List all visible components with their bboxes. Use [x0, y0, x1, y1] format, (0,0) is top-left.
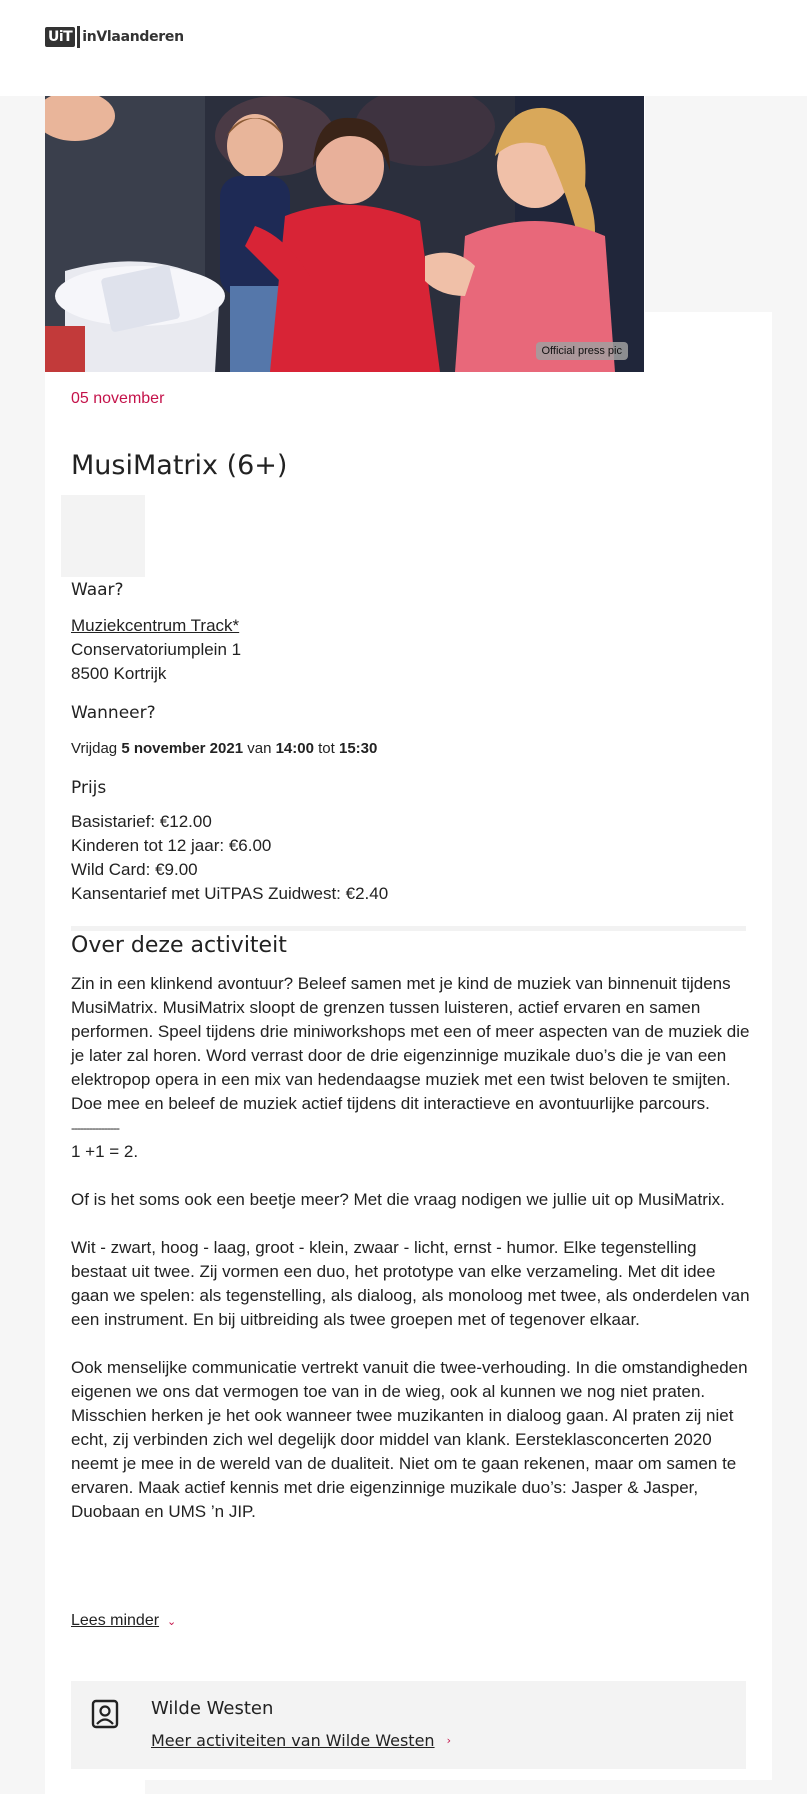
event-date: 05 november [71, 390, 165, 407]
start-time: 14:00 [275, 740, 314, 757]
event-details [71, 390, 746, 903]
event-datetime [71, 740, 377, 757]
price-item: Basistarief: €12.00 [71, 812, 212, 831]
organizer-more-label[interactable]: Meer activiteiten van Wilde Westen [151, 1731, 435, 1750]
section-divider [71, 926, 746, 931]
to-word: tot [318, 740, 335, 757]
organizer-card [71, 1681, 746, 1769]
about-text [71, 972, 751, 1524]
site-header [0, 0, 807, 96]
chevron-right-icon: › [446, 1734, 451, 1747]
from-word: van [247, 740, 272, 757]
about-separator: ---------------- [71, 1121, 119, 1135]
chevron-up-icon: ⌄ [167, 1615, 177, 1628]
end-time: 15:30 [339, 740, 378, 757]
logo-divider [77, 26, 80, 48]
organizer-contact-icon [91, 1699, 119, 1729]
event-day: Vrijdag [71, 740, 118, 757]
prijs-heading: Prijs [71, 778, 107, 798]
venue-city: 8500 Kortrijk [71, 664, 167, 683]
hero-image [45, 96, 644, 372]
event-title: MusiMatrix (6+) [71, 450, 288, 481]
venue-line [71, 614, 239, 638]
waar-heading: Waar? [71, 580, 124, 600]
bottom-strip [45, 1780, 145, 1794]
about-paragraph: 1 +1 = 2. [71, 1142, 139, 1161]
read-less-label[interactable]: Lees minder [71, 1612, 160, 1629]
logo-mark: UiT [45, 27, 75, 47]
organizer-more-link[interactable] [151, 1731, 451, 1750]
price-item: Kansentarief met UiTPAS Zuidwest: €2.40 [71, 884, 389, 903]
organizer-name: Wilde Westen [151, 1698, 274, 1719]
about-paragraph: Ook menselijke communicatie vertrekt vanuit die twee-verhouding. In die omstandigheden eigenen we ons dat vermogen toe van in de wieg, ook al kunnen we nog niet praten. Misschien herken je het ook wanneer twee muzikanten in dialoog gaan. Al praten zij niet echt, zij verbinden zich wel degelijk door middel van klank. Eersteklasconcerten 2020 neemt je mee in de wereld van de dualiteit. Niet om te gaan rekenen, maar om samen te ervaren. Maak actief kennis met drie eigenzinnige muzikale duo’s: Jasper & Jasper, Duobaan en UMS ’n JIP. [71, 1358, 748, 1521]
about-paragraph: Of is het soms ook een beetje meer? Met die vraag nodigen we jullie uit op MusiMatrix. [71, 1190, 725, 1209]
about-paragraph: Zin in een klinkend avontuur? Beleef samen met je kind de muziek van binnenuit tijdens MusiMatrix. MusiMatrix sloopt de grenzen tussen luisteren, actief ervaren en samen performen. Speel tijdens drie miniworkshops met een of meer aspecten van de muziek die je later zal horen. Word verrast door de drie eigenzinnige muzikale duo’s die je van een elektropop opera in een mix van hedendaagse muziek met een twist beloven te smijten. Doe mee en beleef de muziek actief tijdens dit interactieve en avontuurlijke parcours. [71, 974, 750, 1113]
image-placeholder [61, 495, 145, 577]
price-item: Wild Card: €9.00 [71, 860, 198, 879]
read-less-toggle[interactable] [71, 1612, 176, 1630]
venue-street: Conservatoriumplein 1 [71, 640, 242, 659]
about-paragraph: Wit - zwart, hoog - laag, groot - klein, zwaar - licht, ernst - humor. Elke tegenstelling bestaat uit twee. Zij vormen een duo, het prototype van elke verzameling. Met dit idee gaan we spelen: als tegenstelling, als dialoog, als monoloog met twee, als onderdelen van een instrument. En bij uitbreiding als twee groepen met of tegenover elkaar. [71, 1238, 750, 1329]
about-heading: Over deze activiteit [71, 933, 287, 958]
venue-link[interactable]: Muziekcentrum Track* [71, 616, 240, 635]
price-item: Kinderen tot 12 jaar: €6.00 [71, 836, 272, 855]
event-full-date: 5 november 2021 [121, 740, 244, 757]
logo-wordmark: inVlaanderen [82, 29, 184, 45]
wanneer-heading: Wanneer? [71, 703, 156, 723]
site-logo[interactable] [45, 25, 184, 49]
hero-photo-illustration [45, 96, 644, 372]
press-photo-badge: Official press pic [536, 342, 629, 360]
